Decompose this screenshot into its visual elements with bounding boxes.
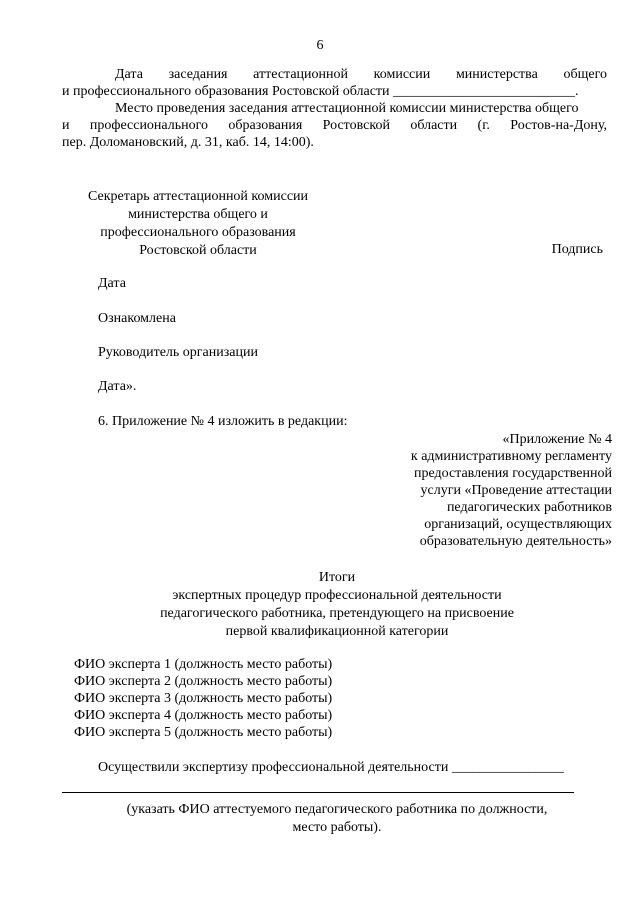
list-item: ФИО эксперта 3 (должность место работы) <box>74 691 333 706</box>
meeting-place-line2 <box>62 118 607 134</box>
list-item: ФИО эксперта 2 (должность место работы) <box>74 674 333 689</box>
secretary-line: Ростовской области <box>139 243 257 258</box>
meeting-date-word: общего <box>563 67 607 82</box>
meeting-place-word: (г. <box>477 118 490 133</box>
appendix-line: организаций, осуществляющих <box>424 517 612 532</box>
signature-label: Подпись <box>551 242 603 257</box>
secretary-line: Секретарь аттестационной комиссии <box>87 189 309 204</box>
results-subtitle: педагогического работника, претендующего на присвоение <box>160 606 514 621</box>
date-label: Дата <box>98 276 126 291</box>
results-title: Итоги <box>318 570 356 585</box>
meeting-place-word: Ростов-на-Дону, <box>510 118 607 133</box>
expertise-line: Осуществили экспертизу профессиональной деятельности ________________ <box>98 760 564 775</box>
item-6-text: 6. Приложение № 4 изложить в редакции: <box>98 414 348 429</box>
results-header <box>0 569 640 641</box>
secretary-line: профессионального образования <box>100 225 296 240</box>
appendix-line: педагогических работников <box>446 500 612 515</box>
meeting-place-word: Ростовской <box>322 118 390 133</box>
meeting-date-word: Дата <box>115 67 143 82</box>
appendix-line: к административному регламенту <box>410 449 612 464</box>
meeting-place-word: профессионального <box>89 118 209 133</box>
secretary-line: министерства общего и <box>128 207 268 222</box>
blank-underline <box>62 792 574 793</box>
appendix-line: образовательную деятельность» <box>419 534 612 549</box>
results-subtitle: экспертных процедур профессиональной деятельности <box>172 588 502 603</box>
list-item: ФИО эксперта 4 (должность место работы) <box>74 708 333 723</box>
meeting-date-line2: и профессионального образования Ростовской области __________________________. <box>62 84 579 99</box>
meeting-place-word: и <box>62 118 70 133</box>
meeting-date-word: аттестационной <box>253 67 348 82</box>
note-line: место работы). <box>292 820 382 835</box>
appendix-header <box>411 431 612 550</box>
secretary-block <box>62 188 334 260</box>
acquainted-label: Ознакомлена <box>98 311 176 326</box>
note-block <box>0 801 640 837</box>
date-end-label: Дата». <box>98 379 137 394</box>
appendix-line: «Приложение № 4 <box>502 432 612 447</box>
results-subtitle: первой квалификационной категории <box>225 624 449 639</box>
meeting-place-line3: пер. Доломановский, д. 31, каб. 14, 14:00). <box>62 135 314 150</box>
experts-list <box>74 656 332 741</box>
org-head-label: Руководитель организации <box>98 345 258 360</box>
appendix-line: услуги «Проведение аттестации <box>420 483 612 498</box>
meeting-date-word: министерства <box>455 67 538 82</box>
meeting-date-line1 <box>115 67 607 83</box>
meeting-place-word: образования <box>228 118 303 133</box>
list-item: ФИО эксперта 1 (должность место работы) <box>74 657 333 672</box>
meeting-place-line1: Место проведения заседания аттестационной комиссии министерства общего <box>115 101 579 116</box>
meeting-place-word: области <box>410 118 458 133</box>
meeting-date-word: заседания <box>168 67 228 82</box>
note-line: (указать ФИО аттестуемого педагогического работника по должности, <box>126 802 548 817</box>
meeting-date-word: комиссии <box>373 67 431 82</box>
appendix-line: предоставления государственной <box>413 466 612 481</box>
list-item: ФИО эксперта 5 (должность место работы) <box>74 725 333 740</box>
page-number: 6 <box>316 38 324 53</box>
